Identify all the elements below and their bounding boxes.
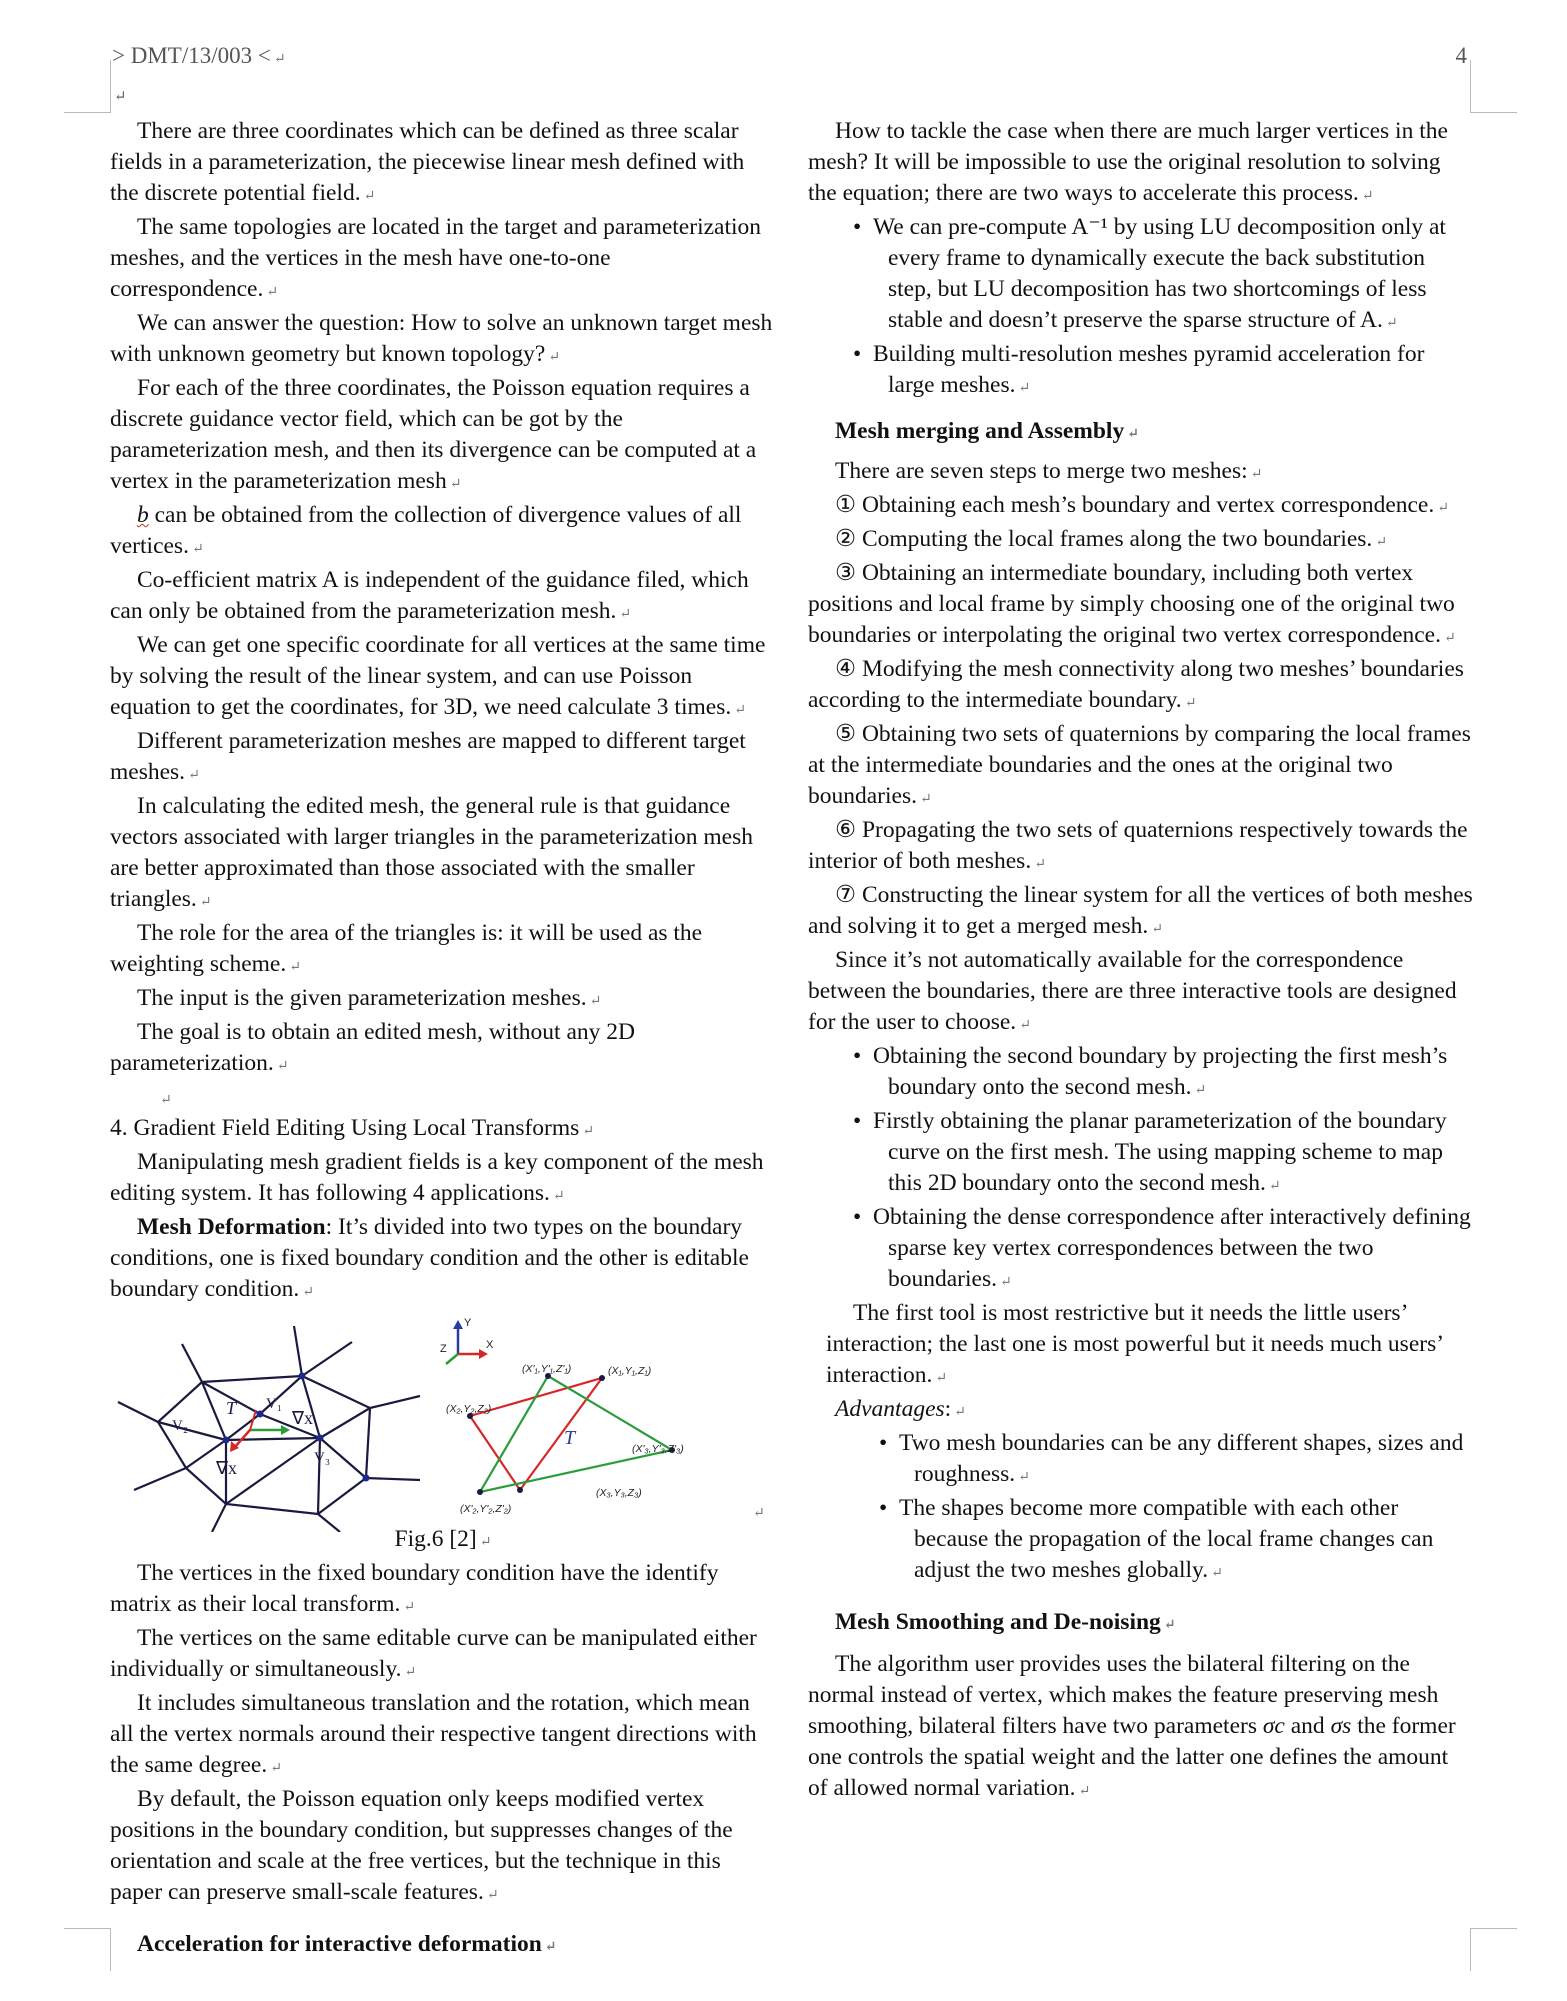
step-item: ④ Modifying the mesh connectivity along two meshes’ boundaries according to the intermediate boundary. ↵ [808, 656, 1464, 713]
triangle-center-label: T [564, 1427, 576, 1449]
paragraph: Different parameterization meshes are mapped to different target meshes. ↵ [110, 728, 746, 785]
paragraph: We can get one specific coordinate for all vertices at the same time by solving the result of the linear system, and can use Poisson equation to get the coordinates, for 3D, we need calculate 3 times. ↵ [110, 632, 766, 720]
coord-label: (X₁,Y₁,Z₁) [608, 1365, 652, 1377]
crop-mark-top-left [64, 60, 111, 113]
paragraph: By default, the Poisson equation only keeps modified vertex positions in the boundary condition, but suppresses changes of the orientation and scale at the free vertices, but the technique in this paper can preserve small-scale features. ↵ [110, 1786, 733, 1905]
step-item: ① Obtaining each mesh’s boundary and vertex correspondence. ↵ [835, 492, 1449, 518]
advantages-label: Advantages: ↵ [835, 1396, 966, 1422]
triangle-label: T [226, 1398, 237, 1418]
paragraph: For each of the three coordinates, the Poisson equation requires a discrete guidance vector field, which can be got by the parameterization mesh, and then its divergence can be computed at a vertex in the parameterization mesh ↵ [110, 375, 757, 494]
v2-label: V₂ [172, 1418, 189, 1434]
paragraph: The vertices in the fixed boundary condition have the identify matrix as their local transform. ↵ [110, 1560, 719, 1617]
paragraph: How to tackle the case when there are much larger vertices in the mesh? It will be impossible to use the original resolution to solving the equation; there are two ways to accelerate this process. ↵ [808, 118, 1448, 206]
figure-caption: Fig.6 [2] ↵ [394, 1526, 492, 1552]
list-item: • Obtaining the second boundary by projecting the first mesh’s boundary onto the second mesh. ↵ [808, 1041, 1473, 1106]
step-item: ③ Obtaining an intermediate boundary, including both vertex positions and local frame by simply choosing one of the original two boundaries or interpolating the original two vertex correspondence. ↵ [808, 560, 1456, 648]
subsection-heading-acceleration: Acceleration for interactive deformation ↵ [137, 1931, 557, 1957]
page-number: 4 [1455, 43, 1467, 68]
crop-mark-bottom-right [1470, 1928, 1517, 1971]
step-item: ⑥ Propagating the two sets of quaternions respectively towards the interior of both meshes. ↵ [808, 817, 1468, 874]
paragraph: We can answer the question: How to solve an unknown target mesh with unknown geometry but known topology? ↵ [110, 310, 773, 367]
advantages-list [808, 1428, 1473, 1589]
paragraph: The goal is to obtain an edited mesh, without any 2D parameterization. ↵ [110, 1019, 635, 1076]
gradient-x-label: ∇x [216, 1458, 238, 1478]
paragraph: The algorithm user provides uses the bilateral filtering on the normal instead of vertex, which makes the feature preserving mesh smoothing, bilateral filters have two parameters σc and σs the former one controls the spatial weight and the latter one defines the amount of allowed normal variation. ↵ [808, 1651, 1456, 1801]
acceleration-list [808, 212, 1473, 404]
list-item: • Two mesh boundaries can be any different shapes, sizes and roughness. ↵ [808, 1428, 1473, 1493]
paragraph: Mesh Deformation: It’s divided into two types on the boundary conditions, one is fixed boundary condition and the other is editable boundary condition. ↵ [110, 1214, 749, 1302]
subsection-heading-merging: Mesh merging and Assembly ↵ [835, 418, 1139, 444]
paragraph: There are seven steps to merge two meshes: ↵ [835, 458, 1263, 484]
axes-icon [440, 1318, 494, 1364]
subsection-heading-smoothing: Mesh Smoothing and De-noising ↵ [835, 1609, 1176, 1635]
list-item: • The shapes become more compatible with each other because the propagation of the local frame changes can adjust the two meshes globally. ↵ [808, 1493, 1473, 1589]
step-item: ⑤ Obtaining two sets of quaternions by comparing the local frames at the intermediate boundaries and the ones at the original two boundaries. ↵ [808, 721, 1471, 809]
paragraph: The same topologies are located in the target and parameterization meshes, and the vertices in the mesh have one-to-one correspondence. ↵ [110, 214, 762, 302]
coord-label: (X'₁,Y'₁,Z'₁) [522, 1363, 572, 1375]
running-header: > DMT/13/003 < ↵ [112, 43, 286, 68]
paragraph: The role for the area of the triangles is: it will be used as the weighting scheme. ↵ [110, 920, 703, 977]
paragraph: b can be obtained from the collection of divergence values of all vertices. ↵ [110, 502, 742, 559]
crop-mark-top-right [1470, 60, 1517, 113]
paragraph: Since it’s not automatically available for the correspondence between the boundaries, there are three interactive tools are designed for the user to choose. ↵ [808, 947, 1457, 1035]
right-column [808, 116, 1473, 1807]
tools-list [808, 1041, 1473, 1298]
paragraph: It includes simultaneous translation and the rotation, which mean all the vertex normals around their respective tangent directions with the same degree. ↵ [110, 1690, 757, 1778]
crop-mark-bottom-left [64, 1928, 111, 1971]
list-item: • Building multi-resolution meshes pyramid acceleration for large meshes. ↵ [808, 339, 1473, 404]
figure-6 [110, 1318, 776, 1532]
axis-z-label: Z [440, 1343, 447, 1355]
paragraph-mark: ↵ [753, 1506, 765, 1521]
coord-label: (X'₂,Y'₂,Z'₂) [460, 1503, 512, 1515]
step-item: ⑦ Constructing the linear system for all the vertices of both meshes and solving it to get a merged mesh. ↵ [808, 882, 1473, 939]
paragraph: In calculating the edited mesh, the general rule is that guidance vectors associated with larger triangles in the parameterization mesh are better approximated than those associated with the smaller triangles. ↵ [110, 793, 753, 912]
coord-label: (X'₃,Y'₃,Z'₃) [632, 1443, 684, 1455]
axis-y-label: Y [464, 1318, 472, 1329]
step-item: ② Computing the local frames along the two boundaries. ↵ [835, 526, 1388, 552]
paragraph: There are three coordinates which can be defined as three scalar fields in a parameterization, the piecewise linear mesh defined with the discrete potential field. ↵ [110, 118, 745, 206]
paragraph: The input is the given parameterization meshes. ↵ [137, 985, 602, 1011]
left-column [110, 116, 776, 1963]
v3-label: V₃ [314, 1450, 331, 1466]
axis-x-label: X [486, 1339, 494, 1351]
coord-label: (X₃,Y₃,Z₃) [596, 1487, 642, 1499]
paragraph: The vertices on the same editable curve can be manipulated either individually or simultaneously. ↵ [110, 1625, 757, 1682]
mesh-diagram [110, 1318, 776, 1532]
coord-label: (X₂,Y₂,Z₂) [446, 1403, 492, 1415]
paragraph: Manipulating mesh gradient fields is a key component of the mesh editing system. It has following 4 applications. ↵ [110, 1149, 764, 1206]
gradient-x-label: ∇x [292, 1408, 314, 1428]
list-item: • Obtaining the dense correspondence after interactively defining sparse key vertex correspondences between the two boundaries. ↵ [808, 1202, 1473, 1298]
paragraph: Co-efficient matrix A is independent of the guidance filed, which can only be obtained from the parameterization mesh. ↵ [110, 567, 749, 624]
paragraph: The first tool is most restrictive but it needs the little users’ interaction; the last one is most powerful but it needs much users’ interaction. ↵ [826, 1300, 1443, 1388]
list-item: • We can pre-compute A⁻¹ by using LU decomposition only at every frame to dynamically execute the back substitution step, but LU decomposition has two shortcomings of less stable and doesn’t preserve the sparse structure of A. ↵ [808, 212, 1473, 339]
v1-label: V₁ [266, 1396, 283, 1412]
blank-line: ↵ [160, 1093, 172, 1108]
paragraph-mark: ↵ [114, 89, 127, 105]
list-item: • Firstly obtaining the planar parameterization of the boundary curve on the first mesh. The using mapping scheme to map this 2D boundary onto the second mesh. ↵ [808, 1106, 1473, 1202]
section-heading: 4. Gradient Field Editing Using Local Transforms ↵ [110, 1115, 595, 1141]
